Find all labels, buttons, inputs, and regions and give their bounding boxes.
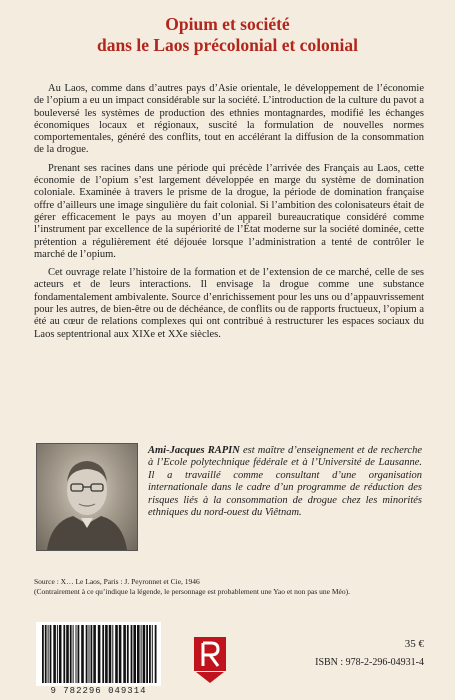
- barcode-bar: [70, 625, 72, 683]
- barcode-bar: [50, 625, 52, 683]
- barcode-bar: [115, 625, 118, 683]
- publisher-logo-icon: [193, 636, 227, 684]
- barcode-bar: [149, 625, 151, 683]
- barcode-bar: [137, 625, 140, 683]
- barcode-bar: [141, 625, 142, 683]
- barcode-bar: [102, 625, 104, 683]
- author-photo: [36, 443, 138, 551]
- barcode-bar: [48, 625, 49, 683]
- barcode-bar: [63, 625, 65, 683]
- photo-source: [34, 577, 434, 597]
- barcode-bar: [98, 625, 101, 683]
- barcode-bar: [123, 625, 126, 683]
- barcode-bar: [105, 625, 108, 683]
- author-bio: [148, 445, 422, 519]
- barcode-bar: [133, 625, 136, 683]
- barcode-bar: [109, 625, 112, 683]
- summary-paragraph-2: Prenant ses racines dans une période qui précède l’arrivée des Français au Laos, cette économie de l’opium s’est largement développée en marge du système de domination coloniale. Examinée à travers le prisme de la drogue, la période de domination française offre d’ailleurs une image singulière du fait colonial. Si l’ambition des colonisateurs était de gérer efficacement le pays au moyen d’un appareil bureaucratique considéré comme l’instrument par excellence de la supériorité de l’État moderne sur la société dominée, cette prétention a régulièrement été déjouée lorsque l’administration a tenté de contrôler le marché de l’opium.: [34, 162, 424, 260]
- barcode-bar: [112, 625, 113, 683]
- barcode-bar: [91, 625, 93, 683]
- barcode-bar: [89, 625, 90, 683]
- barcode-bar: [86, 625, 88, 683]
- barcode-bar: [42, 625, 44, 683]
- title-line-1: Opium et société: [165, 14, 290, 34]
- barcode-bar: [66, 625, 69, 683]
- author-name: Ami-Jacques RAPIN: [148, 445, 240, 456]
- barcode-bar: [119, 625, 122, 683]
- isbn: ISBN : 978-2-296-04931-4: [315, 657, 424, 668]
- barcode-icon: [36, 622, 161, 686]
- source-line-2: (Contrairement à ce qu’indique la légende, le personnage est probablement une Yao et non pas une Méo).: [34, 587, 350, 596]
- barcode-bar: [146, 625, 148, 683]
- author-photo-illustration: [37, 444, 137, 550]
- barcode-bar: [78, 625, 80, 683]
- barcode-bars: [36, 622, 161, 686]
- barcode-bar: [59, 625, 62, 683]
- barcode-bar: [57, 625, 58, 683]
- summary-text: [34, 83, 424, 347]
- barcode-bar: [152, 625, 153, 683]
- barcode-bar: [81, 625, 84, 683]
- barcode-bar: [127, 625, 129, 683]
- barcode-bar: [45, 625, 47, 683]
- barcode-bar: [76, 625, 77, 683]
- barcode-bar: [143, 625, 146, 683]
- barcode-bar: [93, 625, 96, 683]
- price: 35 €: [404, 638, 424, 650]
- book-title: [0, 14, 455, 56]
- summary-paragraph-1: Au Laos, comme dans d’autres pays d’Asie orientale, le développement de l’économie de l’opium a eu un impact considérable sur la société. L’introduction de la culture du pavot a bouleversé les systèmes de production des ethnies montagnardes, modifié les échanges économiques locaux et régionaux, suscité la formulation de nouvelles normes comportementales, généré des conflits, tout en accélérant la diffusion de la consommation de la drogue.: [34, 83, 424, 156]
- author-bio-text: est maître d’enseignement et de recherche à l’Ecole polytechnique fédérale et à l’Université de Lausanne. Il a travaillé comme consultant d’une organisation internationale dans le cadre d’un programme de réduction des risques liés à la consommation de drogue chez les minorités ethniques du nord-ouest du Viêtnam.: [148, 445, 423, 519]
- summary-paragraph-3: Cet ouvrage relate l’histoire de la formation et de l’extension de ce marché, celle de ses acteurs et de leurs interactions. Il envisage la drogue comme une substance fondamentalement ambivalente. Source d’enrichissement pour les uns ou d’appauvrissement pour les autres, de bien-être ou de déchéance, de conflits ou de rapports fructueux, l’opium a été au cœur de relations complexes qui ont contribué à restructurer les espaces sociaux du Laos septentrional aux XIXe et XXe siècles.: [34, 267, 424, 340]
- title-line-2: dans le Laos précolonial et colonial: [96, 35, 359, 55]
- barcode-bar: [155, 625, 157, 683]
- source-line-1: Source : X… Le Laos, Paris : J. Peyronnet et Cie, 1946: [34, 577, 200, 586]
- barcode-bar: [73, 625, 74, 683]
- barcode-number: 9 782296 049314: [50, 686, 147, 696]
- barcode-bar: [131, 625, 133, 683]
- barcode-bar: [53, 625, 56, 683]
